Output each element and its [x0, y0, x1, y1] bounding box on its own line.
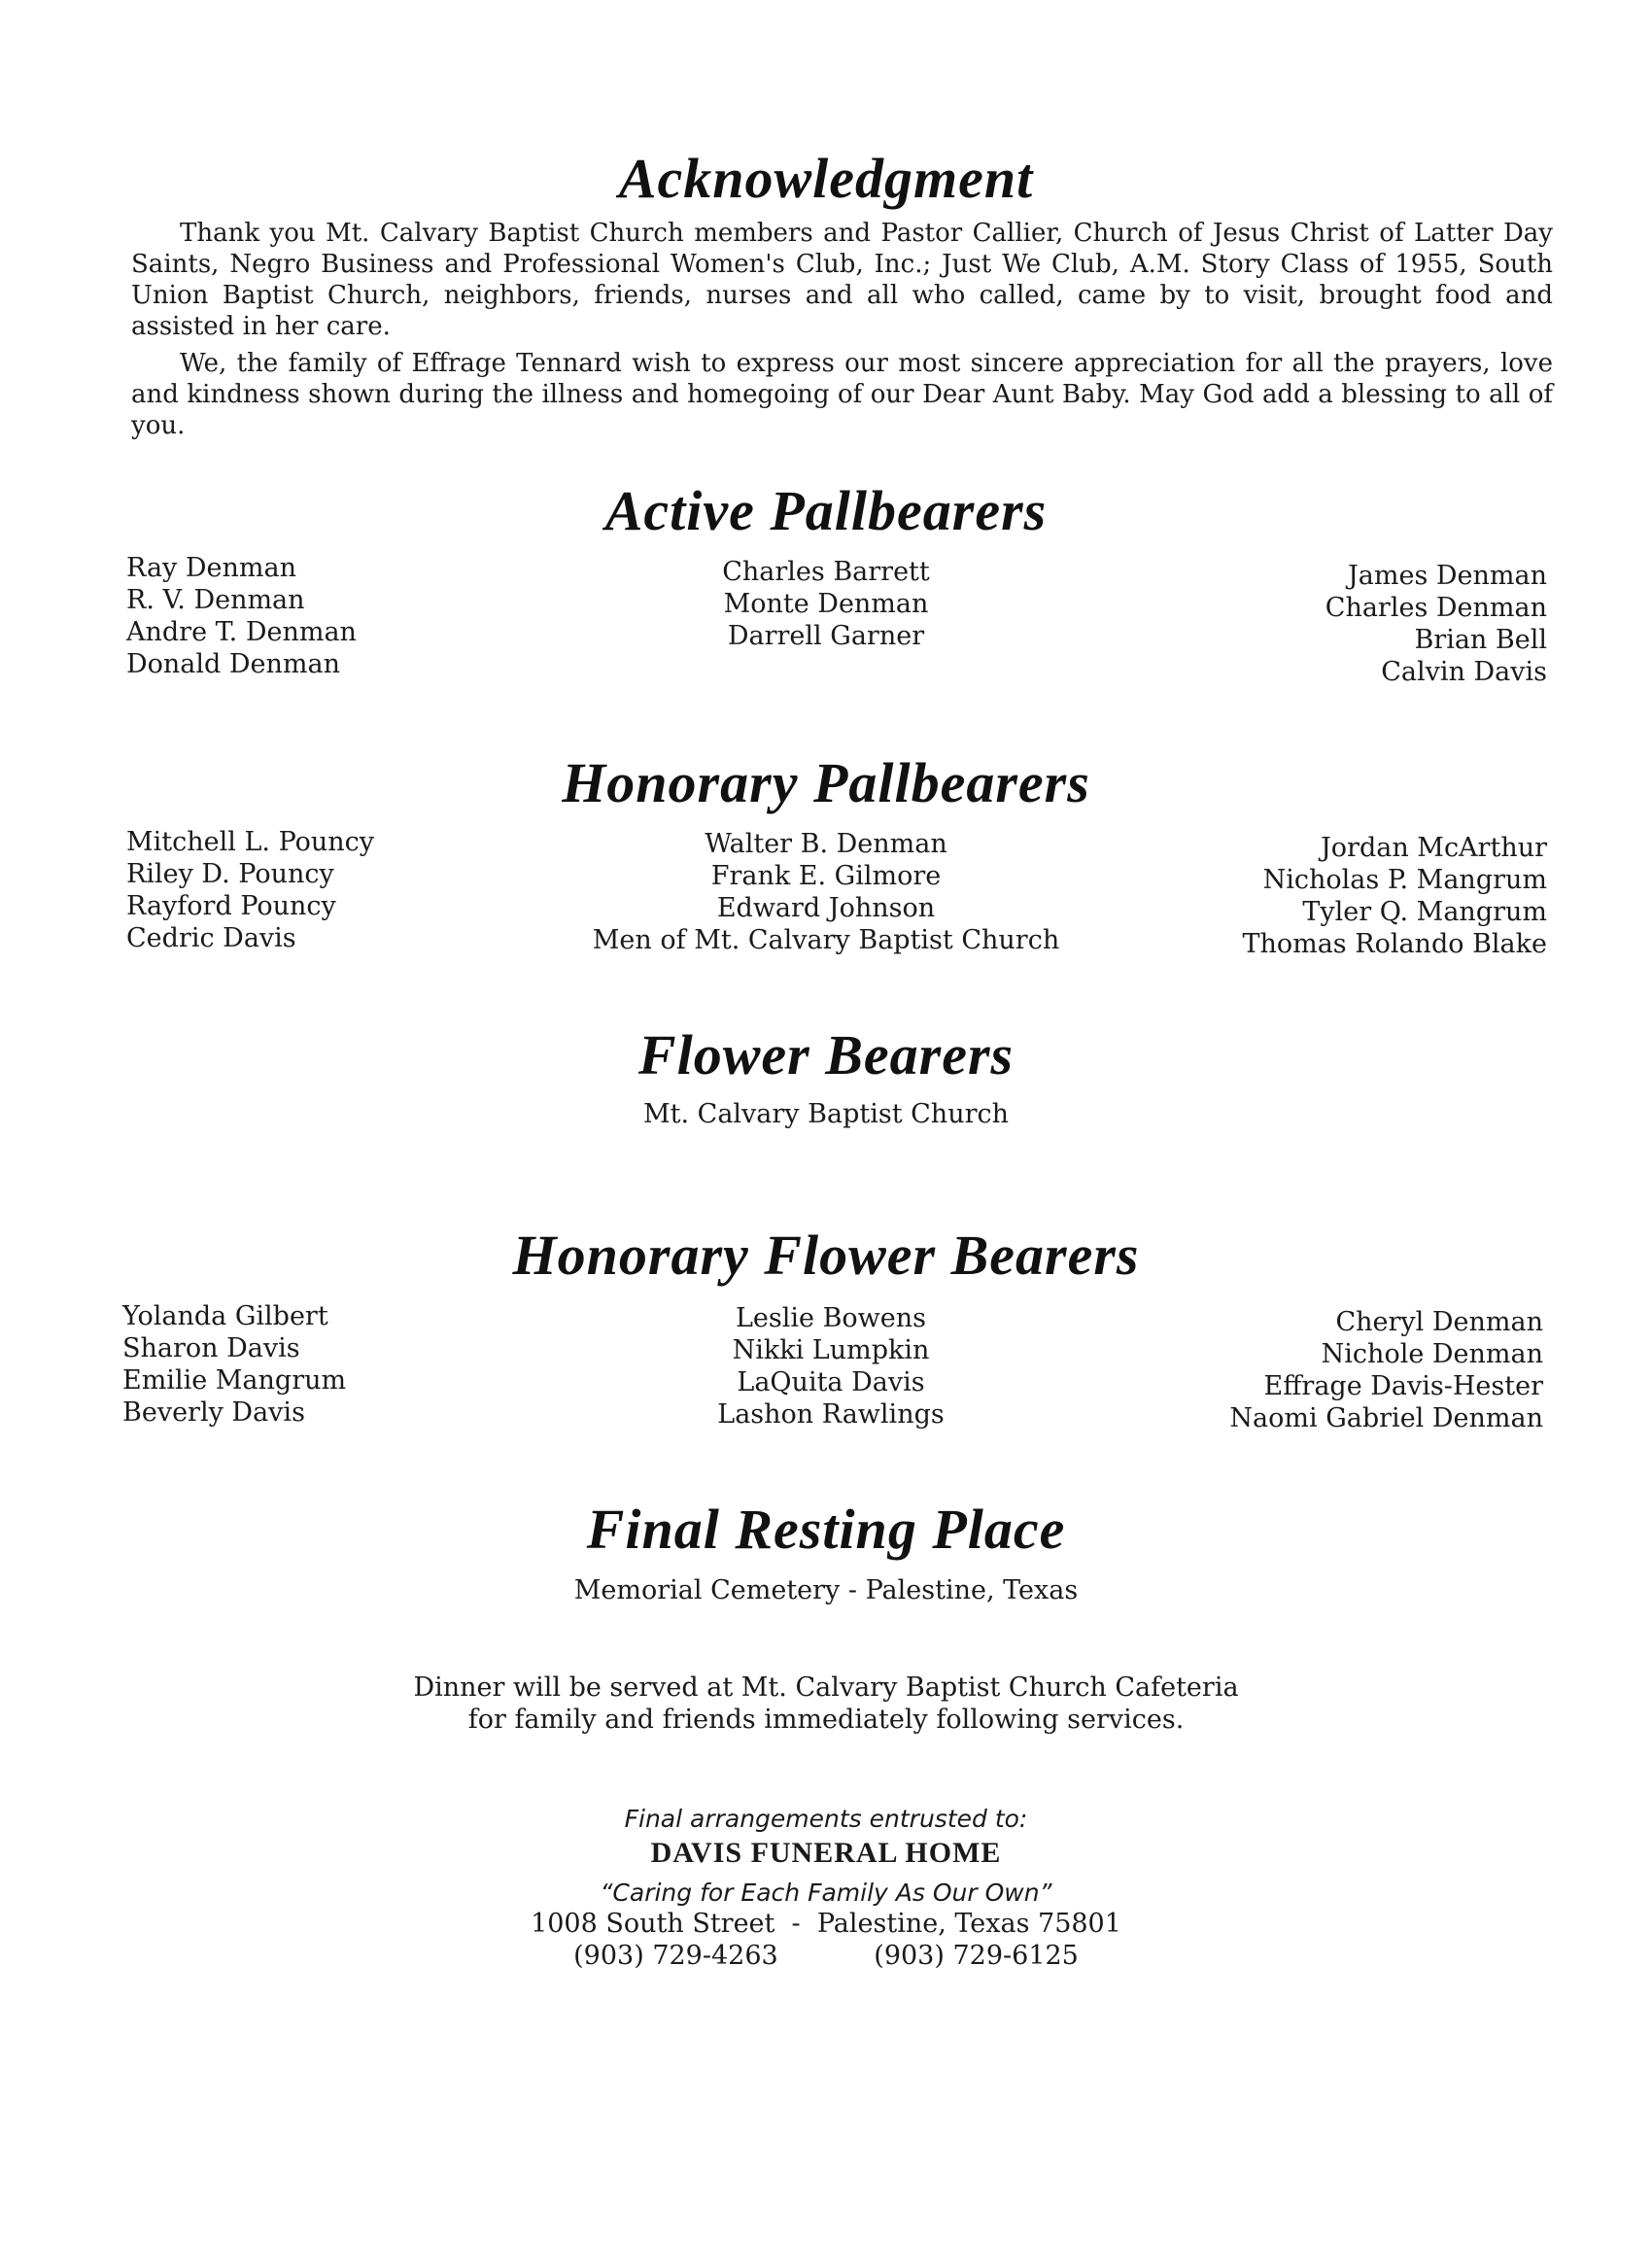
- honorary-pallbearers-left-column: [126, 826, 374, 954]
- active-pallbearers-center-column: [437, 556, 1215, 652]
- pallbearer-name: Brian Bell: [1414, 625, 1547, 655]
- flower-bearer-name: Lashon Rawlings: [717, 1399, 945, 1430]
- pallbearer-name: Monte Denman: [723, 589, 929, 619]
- flower-bearer-name: LaQuita Davis: [737, 1367, 925, 1397]
- phone-number: (903) 729-6125: [874, 1941, 1079, 1971]
- arrangements-intro: Final arrangements entrusted to:: [624, 1805, 1028, 1833]
- flower-bearer-name: Leslie Bowens: [735, 1303, 927, 1333]
- dinner-notice-line-2: for family and friends immediately following services.: [467, 1705, 1185, 1735]
- funeral-home-motto: “Caring for Each Family As Our Own”: [600, 1879, 1052, 1907]
- flower-bearer-name: Beverly Davis: [122, 1397, 305, 1428]
- phone-number: (903) 729-4263: [573, 1941, 778, 1971]
- active-pallbearers-right-column: [1325, 560, 1547, 688]
- flower-bearer-name: Emilie Mangrum: [122, 1365, 347, 1396]
- honorary-flower-bearers-left-column: [122, 1300, 346, 1429]
- honorary-flower-bearers-center-column: [442, 1302, 1220, 1431]
- acknowledgment-heading: Acknowledgment: [618, 147, 1034, 210]
- pallbearer-name: Charles Denman: [1325, 593, 1547, 623]
- funeral-home-phones: [0, 1940, 1652, 1972]
- acknowledgment-paragraph-2: We, the family of Effrage Tennard wish to express our most sincere appreciation for all the prayers, love and kindness shown during the illness and homegoing of our Dear Aunt Baby. May God add a blessing to all of you.: [131, 349, 1553, 440]
- pallbearer-name: R. V. Denman: [126, 585, 305, 615]
- pallbearer-name: Donald Denman: [126, 649, 340, 679]
- pallbearer-name: Mitchell L. Pouncy: [126, 827, 375, 857]
- pallbearer-name: Rayford Pouncy: [126, 891, 336, 921]
- flower-bearer-name: Effrage Davis-Hester: [1263, 1371, 1543, 1401]
- pallbearer-name: Frank E. Gilmore: [710, 861, 942, 891]
- honorary-pallbearers-heading: Honorary Pallbearers: [562, 751, 1090, 814]
- pallbearer-name: Calvin Davis: [1381, 657, 1547, 687]
- pallbearer-name: Edward Johnson: [716, 893, 936, 923]
- final-resting-place-heading: Final Resting Place: [586, 1498, 1066, 1561]
- honorary-pallbearers-center-column: [437, 828, 1215, 956]
- flower-bearers-text: Mt. Calvary Baptist Church: [643, 1099, 1009, 1129]
- pallbearer-name: Darrell Garner: [727, 621, 925, 651]
- funeral-home-address: 1008 South Street - Palestine, Texas 75801: [531, 1909, 1121, 1939]
- flower-bearer-name: Sharon Davis: [122, 1333, 300, 1363]
- honorary-flower-bearers-heading: Honorary Flower Bearers: [512, 1224, 1140, 1287]
- pallbearer-name: Nicholas P. Mangrum: [1262, 865, 1547, 895]
- pallbearer-name: Ray Denman: [126, 553, 296, 583]
- honorary-pallbearers-right-column: [1242, 832, 1547, 960]
- pallbearer-name: Jordan McArthur: [1320, 833, 1547, 863]
- acknowledgment-paragraph-1: Thank you Mt. Calvary Baptist Church members and Pastor Callier, Church of Jesus Christ of Latter Day Saints, Negro Business and Professional Women's Club, Inc.; Just We Club, A.M. Story Class of 1955, South Union Baptist Church, neighbors, friends, nurses and all who called, came by to visit, brought food and assisted in her care.: [131, 219, 1553, 341]
- pallbearer-name: Riley D. Pouncy: [126, 859, 334, 889]
- pallbearer-name: James Denman: [1347, 561, 1547, 591]
- flower-bearer-name: Yolanda Gilbert: [122, 1301, 328, 1331]
- pallbearer-name: Thomas Rolando Blake: [1242, 929, 1547, 959]
- flower-bearer-name: Cheryl Denman: [1335, 1307, 1543, 1337]
- flower-bearer-name: Nichole Denman: [1321, 1339, 1543, 1369]
- final-resting-place-text: Memorial Cemetery - Palestine, Texas: [573, 1575, 1079, 1605]
- pallbearer-name: Andre T. Denman: [126, 617, 357, 647]
- active-pallbearers-heading: Active Pallbearers: [604, 479, 1048, 542]
- flower-bearer-name: Nikki Lumpkin: [732, 1335, 930, 1365]
- flower-bearers-heading: Flower Bearers: [637, 1023, 1015, 1086]
- pallbearer-name: Men of Mt. Calvary Baptist Church: [592, 925, 1060, 955]
- flower-bearer-name: Naomi Gabriel Denman: [1229, 1403, 1543, 1433]
- active-pallbearers-left-column: [126, 552, 357, 680]
- dinner-notice-line-1: Dinner will be served at Mt. Calvary Baptist Church Cafeteria: [413, 1672, 1239, 1703]
- pallbearer-name: Cedric Davis: [126, 923, 296, 953]
- pallbearer-name: Charles Barrett: [722, 557, 930, 587]
- pallbearer-name: Tyler Q. Mangrum: [1302, 897, 1547, 927]
- funeral-home-name: DAVIS FUNERAL HOME: [650, 1837, 1002, 1869]
- pallbearer-name: Walter B. Denman: [705, 829, 947, 859]
- honorary-flower-bearers-right-column: [1229, 1306, 1543, 1434]
